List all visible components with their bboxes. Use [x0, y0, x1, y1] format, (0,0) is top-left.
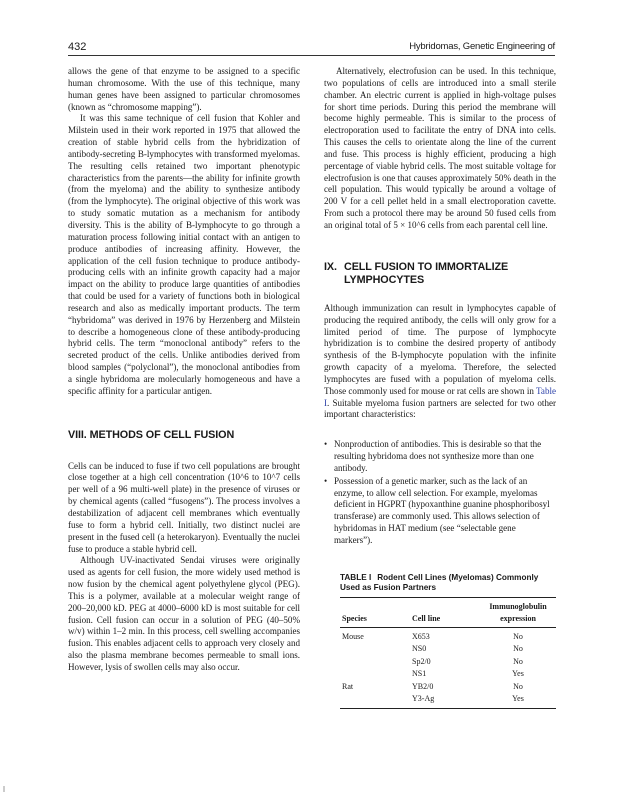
paragraph-peg-fusion: Although UV-inactivated Sendai viruses were originally used as agents for cell fusion, the more widely used method is now fusion by the chemical agent polyethylene glycol (PEG). This is a polymer, available at a molecular weight range of 200–20,000 kD. PEG at 4000–6000 kD is most suitable for cell fusion. Cell fusion can occur in a solution of PEG (40–50% w/v) within 1–2 min. In this process, cell swelling accompanies fusion. This enables adjacent cells to approach very closely and also the plasma membrane becomes permeable to small ions. However, lysis of swollen cells may also occur.: [68, 555, 300, 672]
section-heading-ix: [324, 261, 556, 287]
left-column: [68, 66, 300, 674]
table-row: Mouse X653 No: [342, 631, 523, 641]
characteristics-list: [324, 439, 556, 547]
column-header-species: Species: [340, 614, 410, 627]
margin-mark: [3, 786, 5, 792]
table-label: TABLE I: [340, 572, 372, 582]
list-item: • Possession of a genetic marker, such as the lack of an enzyme, to allow cell selection. For example, myelomas deficient in HGPRT (hypoxanthine guanine phosphoribosyl transferase) are commonly used. This allows selection of hybridomas in HAT medium (see “selectable gene markers”).: [324, 475, 550, 545]
table-row: Y3-Ag Yes: [340, 693, 556, 708]
section-title: CELL FUSION TO IMMORTALIZE LYMPHOCYTES: [344, 260, 509, 286]
column-header-cell-line: Cell line: [410, 614, 480, 627]
table-row: NS0 No: [412, 644, 523, 654]
table-row: Rat YB2/0 No: [342, 681, 523, 691]
bullet-icon: •: [324, 475, 328, 486]
table-title: Rodent Cell Lines (Myelomas) Commonly Used as Fusion Partners: [340, 572, 539, 592]
paragraph-electrofusion: Alternatively, electrofusion can be used. In this technique, two populations of cells are introduced into a small sterile chamber. An electric current is applied in high-voltage pulses for short time periods. During this period the membrane will become highly permeable. This is similar to the process of electroporation used to facilitate the entry of DNA into cells. This causes the cells to orientate along the line of the current and fuse. This process is highly efficient, producing a high percentage of viable hybrid cells. The most suitable voltage for electrofusion is one that causes approximately 50% death in the cell population. This would typically be around a voltage of 200 V for a cell pellet held in a small electroporation cavette. From such a protocol there may be around 50 fused cells from an original total of 5 × 10^6 cells from each parental cell line.: [324, 66, 556, 230]
paragraph-immortalize: Although immunization can result in lymphocytes capable of producing the required antibody, the cells will only grow for a limited period of time. The purpose of lymphocyte hybridization is to combine the desired property of antibody synthesis of the B-lymphocyte population with the infinite growth capacity of a myeloma. Therefore, the selected lymphocytes are fused with a population of myeloma cells. Those commonly used for mouse or rat cells are shown in Table I. Suitable myeloma fusion partners are selected for two other important characteristics:: [324, 302, 556, 420]
table-i-link[interactable]: Table I: [324, 385, 556, 408]
table-row: NS1 Yes: [412, 669, 524, 679]
page-number: 432: [68, 41, 87, 53]
header-rule: [68, 55, 555, 56]
table-row: Sp2/0 No: [412, 656, 523, 666]
section-number: VIII.: [68, 428, 87, 441]
right-column: [324, 66, 556, 709]
table-caption: [340, 573, 556, 593]
column-header-expression-1: Immunoglobulin: [480, 597, 556, 614]
list-item: • Nonproduction of antibodies. This is desirable so that the resulting hybridoma does not synthesize more than one antibody.: [324, 439, 542, 473]
cell-lines-table: [340, 597, 556, 709]
paragraph-kohler-milstein: It was this same technique of cell fusion that Kohler and Milstein used in their work reported in 1975 that allowed the creation of stable hybrid cells from the hybridization of antibody-secreting B-lymphocytes with transformed myelomas. The resulting cells retained two important phenotypic characteristics from the parents—the ability for infinite growth (from the myeloma) and the ability to synthesize antibody (from the lymphocyte). The original objective of this work was to study somatic mutation as a mechanism for antibody diversity. This is the ability of B-lymphocyte to go through a maturation process following initial contact with an antigen to produce antibodies of increasing affinity. However, the application of the cell fusion technique to produce antibody-producing cells with an infinite growth capacity had a major impact on the ability to produce large quantities of antibodies that could be used for a variety of functions both in biological research and also as medically important products. The term “hybridoma” was derived in 1976 by Herzenberg and Milstein to describe a homogeneous clone of these antibody-producing hybrid cells. The term “monoclonal antibody” refers to the secreted product of the cells. Unlike antibodies derived from blood samples (“polyclonal”), the monoclonal antibodies from a single hybridoma are molecularly homogeneous and have a specific affinity for a particular antigen.: [68, 113, 300, 396]
section-title: METHODS OF CELL FUSION: [89, 428, 235, 441]
running-title: Hybridomas, Genetic Engineering of: [409, 41, 555, 52]
bullet-icon: •: [324, 439, 328, 450]
column-header-expression-2: expression: [480, 614, 556, 627]
paragraph-cell-fusion: Cells can be induced to fuse if two cell populations are brought close together at a high cell concentration (10^6 to 10^7 cells per well of a 96 multi-well plate) in the presence of viruses or by chemical agents (called “fusogens”). The process involves a destabilization of adjacent cell membranes which eventually fuse to form a hybrid cell. Initially, two distinct nuclei are present in the fused cell (a heterokaryon). Eventually the nuclei fuse to produce a stable hybrid cell.: [68, 460, 300, 554]
section-number: IX.: [324, 260, 337, 273]
table-i: [340, 573, 556, 709]
paragraph-chromosome-mapping: allows the gene of that enzyme to be assigned to a specific human chromosome. With the use of this technique, many human genes have been assigned to particular chromosomes (known as “chromosome mapping”).: [68, 66, 300, 112]
section-heading-viii: [68, 429, 300, 442]
